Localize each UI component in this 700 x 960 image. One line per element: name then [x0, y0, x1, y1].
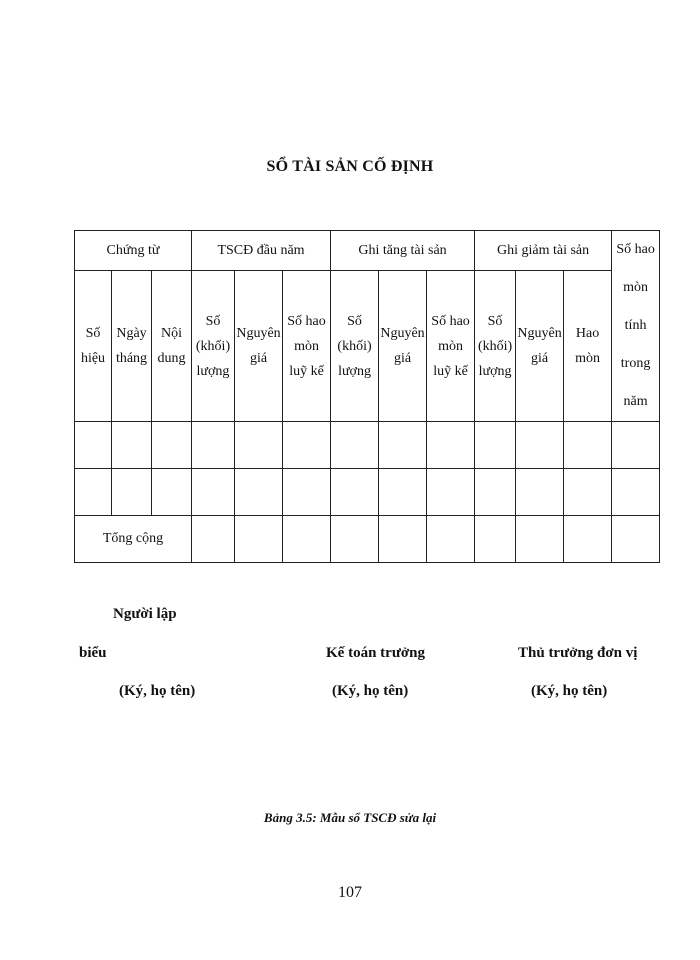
table-cell — [192, 516, 235, 563]
table-cell — [564, 422, 612, 469]
table-cell — [516, 516, 564, 563]
page-title: SỔ TÀI SẢN CỐ ĐỊNH — [266, 158, 434, 175]
table-cell — [379, 469, 427, 516]
head-of-unit-sign-note: (Ký, họ tên) — [531, 683, 608, 699]
group-ghi-tang: Ghi tăng tài sản — [331, 231, 475, 271]
table-row — [75, 422, 660, 469]
col-tang-nguyen-gia: Nguyên giá — [379, 271, 427, 422]
table-cell — [564, 516, 612, 563]
preparer-sign-note: (Ký, họ tên) — [119, 683, 196, 699]
table-cell — [427, 469, 475, 516]
table-cell — [235, 422, 283, 469]
table-cell — [192, 422, 235, 469]
group-tscd-dau-nam: TSCĐ đầu năm — [192, 231, 331, 271]
col-dau-nam-so-luong: Số (khối) lượng — [192, 271, 235, 422]
group-chung-tu: Chứng từ — [75, 231, 192, 271]
table-cell — [331, 516, 379, 563]
table-cell — [283, 516, 331, 563]
col-giam-hao-mon: Hao mòn — [564, 271, 612, 422]
col-noi-dung: Nội dung — [152, 271, 192, 422]
col-giam-so-luong: Số (khối) lượng — [475, 271, 516, 422]
table-cell — [612, 469, 660, 516]
table-cell — [331, 469, 379, 516]
total-row — [75, 516, 660, 563]
table-cell — [235, 516, 283, 563]
head-of-unit-title: Thủ trưởng đơn vị — [518, 645, 638, 661]
col-ngay-thang: Ngày tháng — [112, 271, 152, 422]
table-caption: Bảng 3.5: Mẫu sổ TSCĐ sửa lại — [263, 810, 437, 825]
table-cell — [564, 469, 612, 516]
table-cell — [379, 422, 427, 469]
table-cell — [283, 422, 331, 469]
col-tang-so-luong: Số (khối) lượng — [331, 271, 379, 422]
table-cell — [112, 422, 152, 469]
fixed-asset-ledger-table — [74, 230, 660, 563]
group-ghi-giam: Ghi giảm tài sản — [475, 231, 612, 271]
preparer-title-line2: biểu — [79, 645, 107, 661]
table-cell — [75, 469, 112, 516]
page-number: 107 — [338, 884, 362, 901]
table-cell — [475, 469, 516, 516]
chief-accountant-title: Kế toán trưởng — [326, 645, 425, 661]
table-cell — [152, 422, 192, 469]
col-giam-nguyen-gia: Nguyên giá — [516, 271, 564, 422]
table-cell — [427, 516, 475, 563]
table-cell — [427, 422, 475, 469]
table-cell — [235, 469, 283, 516]
header-group-row — [75, 231, 660, 271]
group-so-hao-mon-tinh: Số hao mòn tính trong năm — [612, 231, 660, 422]
col-tang-so-hao-mon: Số hao mòn luỹ kế — [427, 271, 475, 422]
table-cell — [112, 469, 152, 516]
table-row — [75, 469, 660, 516]
col-dau-nam-so-hao-mon: Số hao mòn luỹ kế — [283, 271, 331, 422]
header-columns-row — [75, 271, 660, 422]
preparer-title-line1: Người lập — [113, 606, 177, 622]
table-cell — [475, 422, 516, 469]
table-cell — [612, 422, 660, 469]
table-cell — [612, 516, 660, 563]
table-cell — [192, 469, 235, 516]
col-dau-nam-nguyen-gia: Nguyên giá — [235, 271, 283, 422]
table-cell — [75, 422, 112, 469]
table-cell — [475, 516, 516, 563]
table-cell — [283, 469, 331, 516]
table-cell — [379, 516, 427, 563]
table-cell — [516, 469, 564, 516]
total-label: Tổng cộng — [75, 516, 192, 563]
col-so-hieu: Số hiệu — [75, 271, 112, 422]
chief-accountant-sign-note: (Ký, họ tên) — [332, 683, 409, 699]
table-cell — [152, 469, 192, 516]
table-cell — [516, 422, 564, 469]
table-cell — [331, 422, 379, 469]
